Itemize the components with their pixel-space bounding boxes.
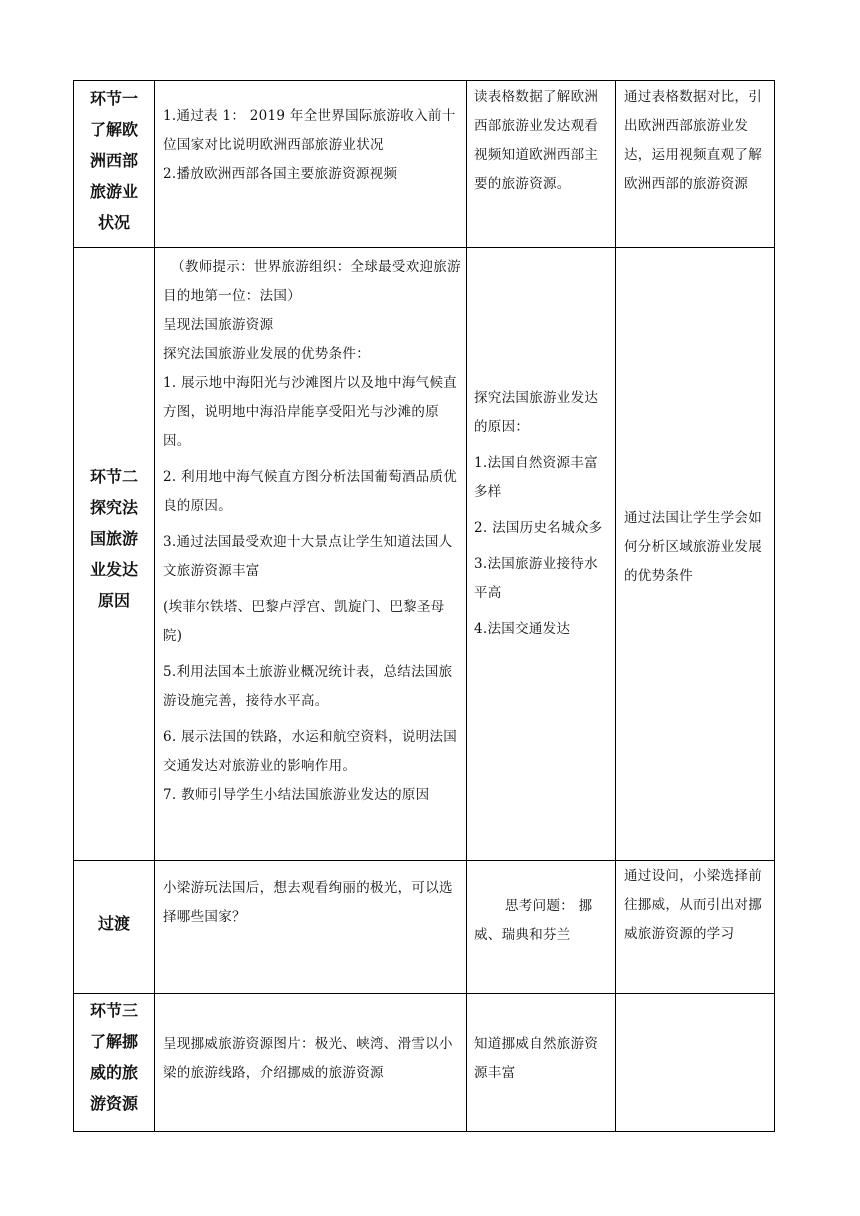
activity-text: 小梁游玩法国后，想去观看绚丽的极光，可以选择哪些国家？ [163,880,453,925]
student-text: 4.法国交通发达 [474,621,571,637]
stage-line: 原因 [97,591,130,610]
intent-cell-3 [624,862,769,992]
activity-text: 呈现法国旅游资源 [163,317,274,333]
activity-text: 呈现挪威旅游资源图片：极光、峡湾、滑雪以小梁的旅游线路，介绍挪威的旅游资源 [163,1036,453,1081]
activity-cell-4 [163,1030,461,1130]
student-text: 知道挪威自然旅游资源丰富 [474,1036,599,1081]
student-text: 3.法国旅游业接待水平高 [474,556,598,601]
activity-text: (埃菲尔铁塔、巴黎卢浮宫、凯旋门、巴黎圣母院) [163,599,445,644]
stage-cell-3 [74,908,154,948]
stage-line: 过渡 [97,914,130,933]
activity-text: 探究法国旅游业发展的优势条件： [163,346,370,362]
stage-line: 状况 [97,213,130,232]
student-text: 1.法国自然资源丰富多样 [474,455,598,500]
activity-text: 1.通过表 1： 2019 年全世界国际旅游收入前十位国家对比说明欧洲西部旅游业状况 [163,108,456,153]
lesson-plan-table [73,80,775,1132]
stage-line: 业发达 [89,560,138,579]
intent-text: 通过表格数据对比，引出欧洲西部旅游业发达，运用视频直观了解欧洲西部的旅游资源 [624,89,762,192]
intent-text: 通过法国让学生学会如何分析区域旅游业发展的优势条件 [624,510,762,584]
activity-text: 2. 利用地中海气候直方图分析法国葡萄酒品质优良的原因。 [163,469,458,514]
activity-cell-2 [163,253,461,860]
stage-cell-4 [74,995,154,1131]
stage-line: 环节一 [89,89,138,108]
activity-text: 2.播放欧洲西部各国主要旅游资源视频 [163,166,398,182]
stage-line: 旅游业 [89,182,138,201]
stage-line: 洲西部 [89,151,138,170]
stage-cell-1 [74,83,154,247]
student-cell-4 [474,1030,611,1130]
activity-text: 7. 教师引导学生小结法国旅游业发达的原因 [163,787,430,803]
stage-line: 了解欧 [89,120,138,139]
intent-cell-1 [624,83,769,247]
stage-line: 威的旅 [89,1063,138,1082]
activity-cell-1 [163,102,461,247]
student-text: 探究法国旅游业发达的原因： [474,390,599,435]
activity-text: 1. 展示地中海阳光与沙滩图片以及地中海气候直方图，说明地中海沿岸能享受阳光与沙滩的原因。 [163,375,458,449]
intent-cell-2 [624,504,769,604]
stage-line: 探究法 [89,498,138,517]
activity-text: 3.通过法国最受欢迎十大景点让学生知道法国人文旅游资源丰富 [163,534,453,579]
intent-text: 通过设问，小梁选择前往挪威，从而引出对挪威旅游资源的学习 [624,868,762,942]
student-cell-2 [474,384,611,684]
intent-cell-4 [624,1030,769,1130]
stage-line: 国旅游 [89,529,138,548]
stage-line: 游资源 [89,1094,138,1113]
student-cell-3 [474,892,611,992]
activity-text: （教师提示：世界旅游组织：全球最受欢迎旅游目的地第一位：法国） [163,259,461,304]
student-text: 读表格数据了解欧洲西部旅游业发达观看视频知道欧洲西部主要的旅游资源。 [474,89,599,192]
student-cell-1 [474,83,611,247]
activity-text: 5.利用法国本土旅游业概况统计表，总结法国旅游设施完善，接待水平高。 [163,664,453,709]
stage-cell-2 [74,461,154,631]
student-text: 思考问题： 挪威、瑞典和芬兰 [474,898,593,943]
activity-text: 6. 展示法国的铁路，水运和航空资料，说明法国交通发达对旅游业的影响作用。 [163,729,458,774]
stage-line: 了解挪 [89,1032,138,1051]
activity-cell-3 [163,874,461,984]
stage-line: 环节三 [89,1001,138,1020]
student-text: 2. 法国历史名城众多 [474,520,603,536]
stage-line: 环节二 [89,467,138,486]
